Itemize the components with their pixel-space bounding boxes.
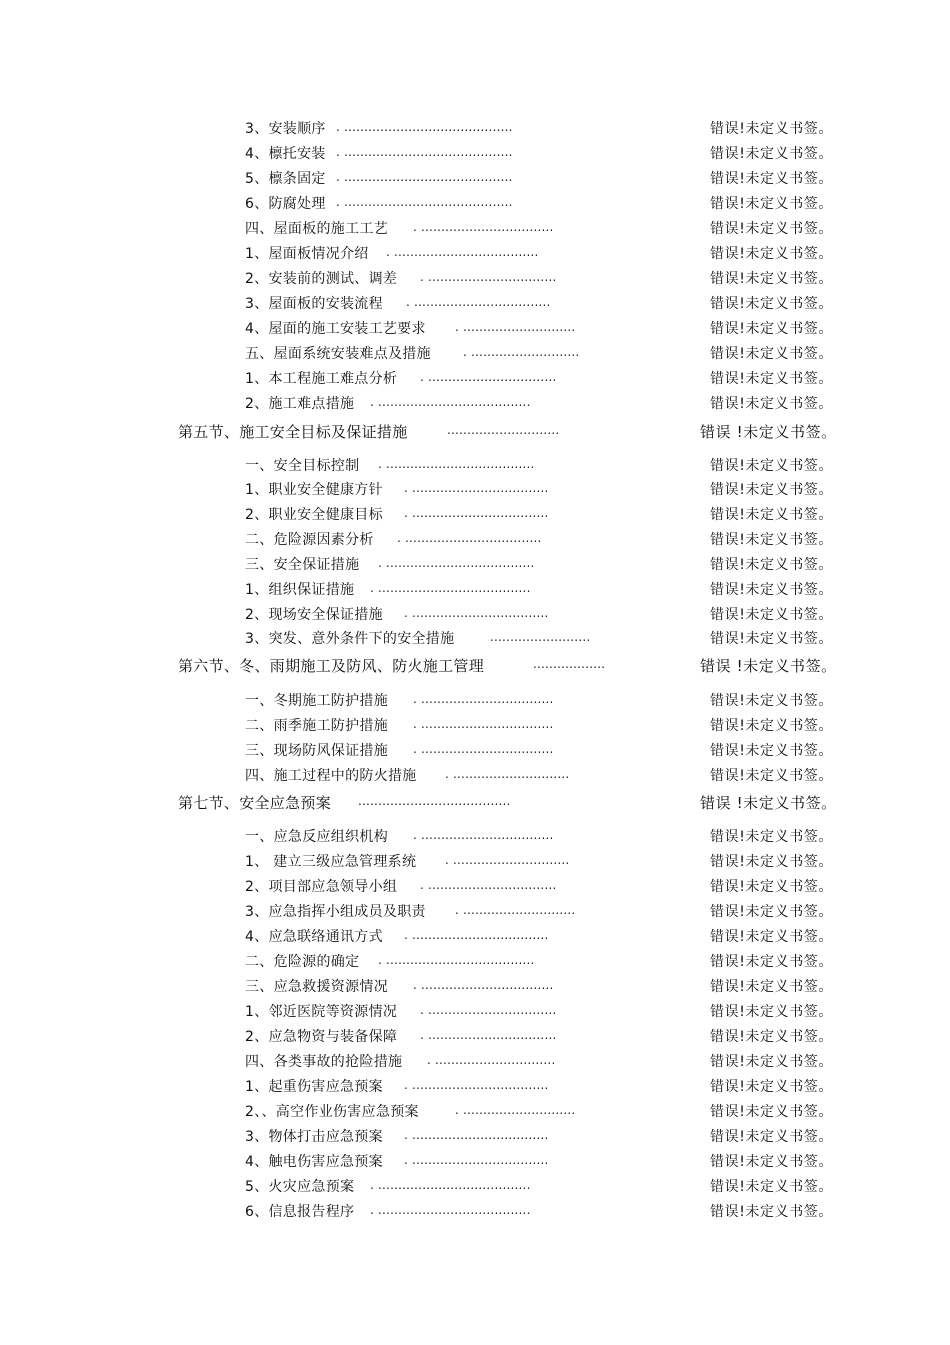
toc-entry-title: 4、触电伤害应急预案 xyxy=(245,1154,383,1170)
toc-section-heading[interactable] xyxy=(0,792,950,814)
toc-dot-leader: . .................................. xyxy=(404,606,549,620)
toc-entry[interactable] xyxy=(0,1176,950,1198)
toc-entry-title: 2、职业安全健康目标 xyxy=(245,507,383,523)
toc-dot-leader: . ............................ xyxy=(455,1103,576,1117)
toc-entry-title: 3、应急指挥小组成员及职责 xyxy=(245,904,426,920)
toc-dot-leader: . ..................................... xyxy=(378,953,535,967)
toc-entry-title: 第六节、冬、雨期施工及防风、防火施工管理 xyxy=(178,657,485,675)
toc-entry-title: 1、起重伤害应急预案 xyxy=(245,1079,383,1095)
toc-page-ref: 错误!未定义书签。 xyxy=(710,1129,834,1145)
toc-page-ref: 错误!未定义书签。 xyxy=(710,582,834,598)
toc-entry[interactable] xyxy=(0,1126,950,1148)
toc-page-ref: 错误!未定义书签。 xyxy=(710,854,834,870)
toc-entry-title: 三、应急救援资源情况 xyxy=(245,979,388,995)
toc-page-ref: 错误!未定义书签。 xyxy=(710,121,834,137)
toc-dot-leader: . ...................................... xyxy=(370,1178,531,1192)
toc-dot-leader: . ..................................... xyxy=(378,457,535,471)
toc-dot-leader: . ................................. xyxy=(413,717,554,731)
toc-page-ref: 错误!未定义书签。 xyxy=(710,221,834,237)
toc-dot-leader: . .................................. xyxy=(404,1128,549,1142)
toc-page-ref: 错误!未定义书签。 xyxy=(710,979,834,995)
toc-entry[interactable] xyxy=(0,826,950,848)
toc-dot-leader: . ................................. xyxy=(413,220,554,234)
toc-page-ref: 错误!未定义书签。 xyxy=(710,829,834,845)
toc-dot-leader: . .................................. xyxy=(404,1078,549,1092)
toc-page-ref: 错误!未定义书签。 xyxy=(710,1179,834,1195)
toc-dot-leader: . .................................. xyxy=(404,506,549,520)
toc-dot-leader: . ............................. xyxy=(445,853,570,867)
toc-entry[interactable] xyxy=(0,1076,950,1098)
toc-entry[interactable] xyxy=(0,1101,950,1123)
toc-entry[interactable] xyxy=(0,690,950,712)
toc-entry-title: 6、信息报告程序 xyxy=(245,1204,355,1220)
toc-dot-leader: . .................................. xyxy=(397,531,542,545)
toc-entry-title: 1、屋面板情况介绍 xyxy=(245,246,369,262)
toc-entry[interactable] xyxy=(0,479,950,501)
toc-entry-title: 一、冬期施工防护措施 xyxy=(245,693,388,709)
toc-entry[interactable] xyxy=(0,604,950,626)
toc-entry[interactable] xyxy=(0,343,950,365)
toc-page-ref: 错误!未定义书签。 xyxy=(710,196,834,212)
toc-page-ref: 错误!未定义书签。 xyxy=(710,321,834,337)
toc-page-ref: 错误!未定义书签。 xyxy=(710,1029,834,1045)
toc-entry-title: 三、现场防风保证措施 xyxy=(245,743,388,759)
toc-entry[interactable] xyxy=(0,268,950,290)
toc-dot-leader: . ................................. xyxy=(413,692,554,706)
toc-entry-title: 2、应急物资与装备保障 xyxy=(245,1029,398,1045)
toc-entry-title: 4、屋面的施工安装工艺要求 xyxy=(245,321,426,337)
toc-page-ref: 错误!未定义书签。 xyxy=(710,929,834,945)
toc-entry-title: 2、、高空作业伤害应急预案 xyxy=(245,1104,419,1120)
toc-entry[interactable] xyxy=(0,293,950,315)
toc-entry-title: 1、本工程施工难点分析 xyxy=(245,371,398,387)
toc-dot-leader: . ................................ xyxy=(420,270,557,284)
toc-page-ref: 错误!未定义书签。 xyxy=(710,507,834,523)
toc-dot-leader: . .................................. xyxy=(406,295,551,309)
toc-page-ref: 错误!未定义书签。 xyxy=(710,1054,834,1070)
toc-dot-leader: . ................................ xyxy=(420,878,557,892)
toc-entry-title: 二、雨季施工防护措施 xyxy=(245,718,388,734)
toc-section-heading[interactable] xyxy=(0,655,950,677)
toc-dot-leader: . .......................................... xyxy=(336,120,513,134)
toc-dot-leader: . ..................................... xyxy=(378,556,535,570)
toc-dot-leader: . ............................ xyxy=(455,320,576,334)
toc-dot-leader: . .................................. xyxy=(404,481,549,495)
toc-page-ref: 错误!未定义书签。 xyxy=(710,904,834,920)
toc-page-ref: 错误!未定义书签。 xyxy=(710,693,834,709)
toc-entry-title: 2、现场安全保证措施 xyxy=(245,607,383,623)
toc-dot-leader: . .................................. xyxy=(404,1153,549,1167)
toc-entry-title: 一、安全目标控制 xyxy=(245,458,360,474)
toc-page-ref: 错误 !未定义书签。 xyxy=(700,657,837,675)
toc-dot-leader: . ...................................... xyxy=(370,581,531,595)
toc-page-ref: 错误!未定义书签。 xyxy=(710,396,834,412)
toc-page-ref: 错误!未定义书签。 xyxy=(710,1004,834,1020)
toc-entry[interactable] xyxy=(0,628,950,650)
toc-entry-title: 2、施工难点措施 xyxy=(245,396,355,412)
toc-page-ref: 错误!未定义书签。 xyxy=(710,879,834,895)
toc-entry[interactable] xyxy=(0,976,950,998)
toc-dot-leader: . .......................................... xyxy=(336,145,513,159)
toc-dot-leader: . ................................ xyxy=(420,1028,557,1042)
toc-entry-title: 2、项目部应急领导小组 xyxy=(245,879,398,895)
toc-dot-leader: ......................... xyxy=(490,630,591,644)
toc-dot-leader: .................. xyxy=(533,657,606,671)
toc-entry[interactable] xyxy=(0,368,950,390)
toc-entry-title: 一、应急反应组织机构 xyxy=(245,829,388,845)
toc-page-ref: 错误!未定义书签。 xyxy=(710,1204,834,1220)
toc-dot-leader: ............................ xyxy=(447,423,560,437)
toc-entry-title: 五、屋面系统安装难点及措施 xyxy=(245,346,431,362)
toc-entry[interactable] xyxy=(0,901,950,923)
toc-dot-leader: . ...................................... xyxy=(370,395,531,409)
toc-page-ref: 错误!未定义书签。 xyxy=(710,271,834,287)
toc-entry-title: 四、施工过程中的防火措施 xyxy=(245,768,417,784)
toc-dot-leader: . ........................... xyxy=(463,345,580,359)
toc-dot-leader: ...................................... xyxy=(358,794,511,808)
toc-dot-leader: . ................................ xyxy=(420,1003,557,1017)
toc-page-ref: 错误!未定义书签。 xyxy=(710,557,834,573)
toc-entry[interactable] xyxy=(0,1051,950,1073)
toc-entry[interactable] xyxy=(0,951,950,973)
toc-page-ref: 错误 !未定义书签。 xyxy=(700,794,837,812)
toc-dot-leader: . ...................................... xyxy=(370,1203,531,1217)
toc-entry[interactable] xyxy=(0,1026,950,1048)
toc-entry-title: 第五节、施工安全目标及保证措施 xyxy=(178,423,408,441)
toc-entry[interactable] xyxy=(0,318,950,340)
toc-entry-title: 3、安装顺序 xyxy=(245,121,326,137)
toc-entry[interactable] xyxy=(0,193,950,215)
toc-entry-title: 1、邻近医院等资源情况 xyxy=(245,1004,398,1020)
toc-entry-title: 3、屋面板的安装流程 xyxy=(245,296,383,312)
toc-entry-title: 4、檩托安装 xyxy=(245,146,326,162)
toc-page-ref: 错误!未定义书签。 xyxy=(710,631,834,647)
toc-entry-title: 二、危险源的确定 xyxy=(245,954,360,970)
toc-entry[interactable] xyxy=(0,393,950,415)
toc-entry[interactable] xyxy=(0,740,950,762)
toc-page-ref: 错误!未定义书签。 xyxy=(710,246,834,262)
toc-entry-title: 四、屋面板的施工工艺 xyxy=(245,221,388,237)
toc-entry-title: 4、应急联络通讯方式 xyxy=(245,929,383,945)
toc-entry-title: 3、突发、意外条件下的安全措施 xyxy=(245,631,455,647)
toc-dot-leader: . ................................ xyxy=(420,370,557,384)
toc-dot-leader: . .............................. xyxy=(427,1053,556,1067)
toc-entry[interactable] xyxy=(0,529,950,551)
toc-entry-title: 二、危险源因素分析 xyxy=(245,532,374,548)
toc-page-ref: 错误!未定义书签。 xyxy=(710,146,834,162)
toc-page-ref: 错误 !未定义书签。 xyxy=(700,423,837,441)
toc-entry[interactable] xyxy=(0,1151,950,1173)
toc-dot-leader: . .......................................... xyxy=(336,195,513,209)
toc-entry-title: 2、安装前的测试、调差 xyxy=(245,271,398,287)
toc-entry[interactable] xyxy=(0,851,950,873)
toc-entry[interactable] xyxy=(0,455,950,477)
toc-entry-title: 5、火灾应急预案 xyxy=(245,1179,355,1195)
toc-entry[interactable] xyxy=(0,579,950,601)
toc-entry-title: 四、各类事故的抢险措施 xyxy=(245,1054,403,1070)
toc-page-ref: 错误!未定义书签。 xyxy=(710,1104,834,1120)
toc-page-ref: 错误!未定义书签。 xyxy=(710,458,834,474)
toc-dot-leader: . .................................... xyxy=(386,245,539,259)
toc-entry[interactable] xyxy=(0,554,950,576)
toc-entry-title: 3、物体打击应急预案 xyxy=(245,1129,383,1145)
toc-entry[interactable] xyxy=(0,715,950,737)
toc-page-ref: 错误!未定义书签。 xyxy=(710,1154,834,1170)
toc-entry[interactable] xyxy=(0,168,950,190)
toc-page-ref: 错误!未定义书签。 xyxy=(710,743,834,759)
toc-dot-leader: . ............................ xyxy=(455,903,576,917)
toc-page-ref: 错误!未定义书签。 xyxy=(710,482,834,498)
toc-dot-leader: . .......................................... xyxy=(336,170,513,184)
toc-entry-title: 5、檩条固定 xyxy=(245,171,326,187)
toc-entry-title: 第七节、安全应急预案 xyxy=(178,794,332,812)
toc-page-ref: 错误!未定义书签。 xyxy=(710,718,834,734)
toc-entry[interactable] xyxy=(0,218,950,240)
toc-entry[interactable] xyxy=(0,143,950,165)
toc-entry-title: 6、防腐处理 xyxy=(245,196,326,212)
toc-entry-title: 1、组织保证措施 xyxy=(245,582,355,598)
toc-page-ref: 错误!未定义书签。 xyxy=(710,371,834,387)
toc-page-ref: 错误!未定义书签。 xyxy=(710,171,834,187)
toc-entry[interactable] xyxy=(0,118,950,140)
toc-section-heading[interactable] xyxy=(0,421,950,443)
toc-page-ref: 错误!未定义书签。 xyxy=(710,532,834,548)
toc-entry[interactable] xyxy=(0,876,950,898)
toc-page-ref: 错误!未定义书签。 xyxy=(710,768,834,784)
toc-dot-leader: . ................................. xyxy=(413,978,554,992)
toc-dot-leader: . ................................. xyxy=(413,742,554,756)
toc-entry[interactable] xyxy=(0,765,950,787)
toc-dot-leader: . ............................. xyxy=(445,767,570,781)
toc-page-ref: 错误!未定义书签。 xyxy=(710,1079,834,1095)
toc-entry[interactable] xyxy=(0,1001,950,1023)
toc-entry[interactable] xyxy=(0,504,950,526)
toc-entry[interactable] xyxy=(0,1201,950,1223)
toc-entry-title: 三、安全保证措施 xyxy=(245,557,360,573)
toc-dot-leader: . ................................. xyxy=(413,828,554,842)
toc-page-ref: 错误!未定义书签。 xyxy=(710,607,834,623)
toc-entry[interactable] xyxy=(0,926,950,948)
toc-page-ref: 错误!未定义书签。 xyxy=(710,346,834,362)
toc-entry[interactable] xyxy=(0,243,950,265)
toc-dot-leader: . .................................. xyxy=(404,928,549,942)
toc-page-ref: 错误!未定义书签。 xyxy=(710,954,834,970)
toc-page-ref: 错误!未定义书签。 xyxy=(710,296,834,312)
toc-entry-title: 1、 建立三级应急管理系统 xyxy=(245,854,417,870)
toc-entry-title: 1、职业安全健康方针 xyxy=(245,482,383,498)
